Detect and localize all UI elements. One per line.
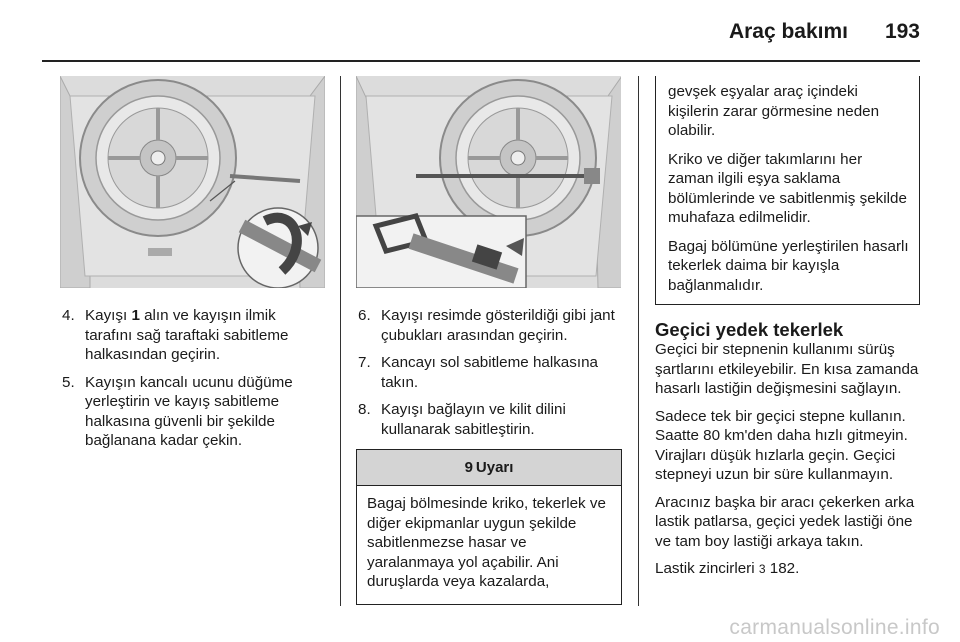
page-title: Araç bakımı — [728, 20, 848, 43]
crossref-page: 182. — [769, 560, 800, 577]
step-text: Kayışın kancalı ucunu düğüme yerleştirin ve kayış sabitleme halkasına güvenli bir şekilde bağlanana kadar çekin. — [85, 373, 293, 449]
watermark: carmanualsonline.info — [729, 616, 940, 639]
warning-paragraph: Bagaj bölümüne yerleştirilen hasarlı tekerlek daima bir kayışla bağlanmalıdır. — [668, 237, 909, 294]
step-text-post: alın ve kayışın ilmik tarafını sağ taraftaki sabitleme halkasından geçirin. — [85, 307, 289, 363]
step-item — [356, 353, 622, 392]
step-number: 5. — [62, 373, 75, 391]
header-divider — [42, 60, 920, 62]
page-number: 193 — [884, 20, 920, 43]
step-number: 7. — [358, 354, 371, 371]
warning-paragraph: Kriko ve diğer takımlarını her zaman ilgili eşya saklama bölümlerinde ve sabitlenmiş şekilde muhafaza edilmelidir. — [668, 150, 907, 226]
column-divider-2 — [638, 76, 639, 606]
step-text: Kayışı resimde gösterildiği gibi jant çubukları arasından geçirin. — [381, 307, 615, 344]
step-number: 8. — [358, 401, 371, 418]
page-header — [0, 0, 960, 58]
steps-list-2 — [356, 306, 622, 439]
warning-box-continued — [655, 76, 920, 305]
body-paragraph: Sadece tek bir geçici stepne kullanın. Saatte 80 km'den daha hızlı gitmeyin. Virajları düşük hızlarla geçin. Geçici stepneyi uzun bir süre kullanmayın. — [655, 407, 908, 483]
warning-title: Uyarı — [475, 459, 514, 476]
step-item — [60, 306, 325, 365]
column-divider-1 — [340, 76, 341, 606]
warning-text: Bagaj bölmesinde kriko, tekerlek ve diğer ekipmanlar uygun şekilde sabitlenmezse hasar ve yaralanmaya yol açabilir. Ani duruşlarda veya kazalarda, — [367, 495, 606, 590]
spare-wheel-hook-illustration — [356, 76, 621, 288]
steps-list-1 — [60, 306, 325, 451]
body-paragraph: Aracınız başka bir aracı çekerken arka lastik patlarsa, geçici yedek lastiği öne ve tam boy lastiği arkaya takın. — [655, 493, 915, 550]
warning-header — [357, 450, 621, 486]
step-number: 6. — [358, 307, 371, 324]
body-paragraph: Geçici bir stepnenin kullanımı sürüş şartlarını etkileyebilir. En kısa zamanda hasarlı lastiğin değişmesini sağlayın. — [655, 341, 919, 397]
step-number: 4. — [62, 307, 75, 324]
step-item — [356, 400, 622, 439]
column-1 — [60, 76, 325, 459]
step-item — [356, 306, 622, 345]
step-item — [60, 373, 325, 451]
step-text: Kayışı bağlayın ve kilit dilini kullanarak sabitleştirin. — [381, 401, 566, 438]
warning-paragraph: gevşek eşyalar araç içindeki kişilerin zarar görmesine neden olabilir. — [668, 83, 880, 139]
step-text: Kancayı sol sabitleme halkasına takın. — [381, 354, 598, 391]
spare-wheel-strap-figure-left — [356, 76, 621, 288]
temporary-spare-section — [655, 319, 920, 580]
warning-box — [356, 449, 622, 605]
section-heading: Geçici yedek tekerlek — [655, 319, 844, 340]
callout-number: 1 — [131, 307, 140, 324]
crossref-text: Lastik zincirleri — [655, 560, 755, 577]
cross-reference[interactable] — [655, 559, 920, 580]
spare-wheel-illustration — [60, 76, 325, 288]
column-3 — [655, 76, 920, 588]
crossref-arrow-icon: 3 — [758, 562, 766, 576]
column-2 — [356, 76, 622, 605]
warning-icon: 9 — [464, 459, 473, 476]
step-text-pre: Kayışı — [85, 307, 132, 324]
spare-wheel-strap-figure-right — [60, 76, 325, 288]
